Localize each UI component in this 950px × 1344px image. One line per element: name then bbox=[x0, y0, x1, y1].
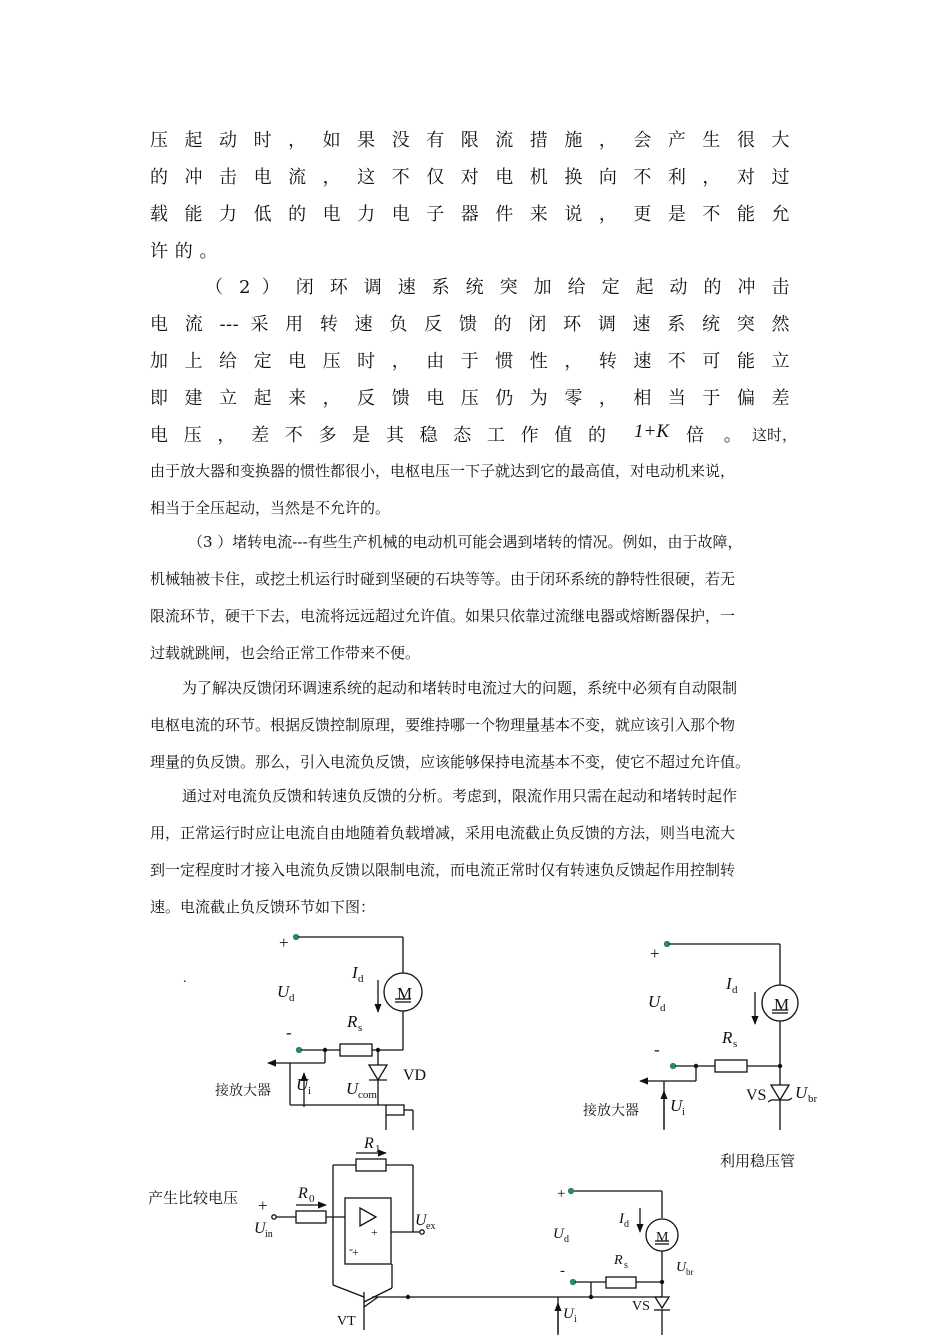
text-line: 即 建 立 起 来 ， 反 馈 电 压 仍 为 零 ， 相 当 于 偏 差 bbox=[150, 388, 790, 409]
text-line: 电枢电流的环节。根据反馈控制原理，要维持哪一个物理量基本不变，就应该引入那个物 bbox=[150, 716, 736, 734]
rs-subscript: s bbox=[358, 1022, 363, 1034]
terminal-dot bbox=[294, 935, 299, 940]
text-segment: 电 压 ， 差 不 多 是 其 稳 态 工 作 值 的 bbox=[150, 425, 606, 446]
node-dot bbox=[778, 1064, 782, 1068]
node-dot bbox=[323, 1048, 327, 1052]
ud-subscript: d bbox=[564, 1234, 569, 1245]
terminal-dot bbox=[571, 1280, 576, 1285]
opamp-plus: + bbox=[371, 1225, 378, 1239]
text-line: 压 起 动 时 ， 如 果 没 有 限 流 措 施 ， 会 产 生 很 大 bbox=[150, 130, 790, 151]
text-line: 到一定程度时才接入电流负反馈以限制电流，而电流正常时仅有转速负反馈起作用控制转 bbox=[150, 861, 736, 879]
ui-label: U bbox=[670, 1096, 683, 1115]
text-line: 许 的 。 bbox=[150, 241, 218, 262]
motor-label: M bbox=[397, 984, 413, 1003]
ubr-subscript: br bbox=[686, 1267, 694, 1277]
uin-label: U bbox=[254, 1220, 266, 1237]
ucom-subscript: com bbox=[358, 1089, 377, 1101]
text-segment: 这时， bbox=[752, 426, 798, 444]
stray-dot: . bbox=[183, 971, 187, 986]
resistor-rs bbox=[606, 1277, 636, 1288]
r1-label: R bbox=[364, 1135, 374, 1152]
plus-sign: + bbox=[258, 1196, 268, 1215]
text-line: （ 2 ） 闭 环 调 速 系 统 突 加 给 定 起 动 的 冲 击 bbox=[205, 277, 790, 298]
text-line: 限流环节，硬干下去，电流将远远超过允许值。如果只依靠过流继电器或熔断器保护，一 bbox=[150, 607, 736, 625]
motor-label: M bbox=[774, 995, 790, 1014]
rs-label: R bbox=[614, 1253, 623, 1268]
text-line: 为了解决反馈闭环调速系统的起动和堵转时电流过大的问题，系统中必须有自动限制 bbox=[182, 679, 738, 697]
node-dot bbox=[694, 1064, 698, 1068]
terminal-dot bbox=[297, 1048, 302, 1053]
ui-subscript: i bbox=[574, 1314, 577, 1325]
text-line: 用，正常运行时应让电流自由地随着负载增减，采用电流截止负反馈的方法，则当电流大 bbox=[150, 824, 736, 842]
id-subscript: d bbox=[358, 973, 364, 985]
ud-label: U bbox=[277, 982, 290, 1001]
text-segment: 倍 。 bbox=[686, 425, 749, 446]
to-amplifier-label: 接放大器 bbox=[215, 1083, 271, 1099]
terminal-dot bbox=[569, 1189, 574, 1194]
compare-caption: 产生比较电压 bbox=[148, 1189, 239, 1207]
vs-label: VS bbox=[746, 1087, 767, 1104]
ui-subscript: i bbox=[308, 1085, 312, 1097]
plus-sign: + bbox=[650, 944, 660, 963]
text-line: 的 冲 击 电 流 ， 这 不 仅 对 电 机 换 向 不 利 ， 对 过 bbox=[150, 167, 790, 188]
circuit-comparison bbox=[272, 1153, 678, 1335]
terminal-dot bbox=[665, 942, 670, 947]
id-label: I bbox=[619, 1211, 624, 1227]
text-line: 相当于全压起动，当然是不允许的。 bbox=[150, 499, 391, 517]
node-dot bbox=[589, 1295, 593, 1299]
minus-sign: - bbox=[654, 1040, 660, 1059]
r0-subscript: 0 bbox=[309, 1193, 315, 1205]
uex-subscript: ex bbox=[426, 1221, 436, 1232]
text-line: 机械轴被卡住，或挖土机运行时碰到坚硬的石块等等。由于闭环系统的静特性很硬，若无 bbox=[150, 570, 736, 588]
node-dot bbox=[406, 1295, 410, 1299]
motor-label: M bbox=[656, 1230, 669, 1245]
terminal-dot bbox=[420, 1230, 424, 1234]
ud-label: U bbox=[648, 992, 661, 1011]
vs-label: VS bbox=[632, 1299, 650, 1314]
potentiometer bbox=[386, 1105, 404, 1115]
op-amp-triangle bbox=[360, 1208, 376, 1226]
uin-subscript: in bbox=[265, 1229, 273, 1240]
ucom-label: U bbox=[346, 1079, 359, 1098]
uex-label: U bbox=[415, 1212, 427, 1229]
node-dot bbox=[376, 1048, 380, 1052]
resistor-r1 bbox=[356, 1159, 386, 1171]
diode-vd bbox=[369, 1065, 387, 1080]
ud-subscript: d bbox=[660, 1002, 666, 1014]
rs-subscript: s bbox=[733, 1038, 738, 1050]
zener-vs bbox=[771, 1085, 789, 1100]
ui-subscript: i bbox=[682, 1106, 686, 1118]
text-line: 载 能 力 低 的 电 力 电 子 器 件 来 说 ， 更 是 不 能 允 bbox=[150, 204, 790, 225]
r0-label: R bbox=[298, 1185, 308, 1202]
vd-label: VD bbox=[403, 1067, 427, 1084]
rs-label: R bbox=[347, 1012, 358, 1031]
ud-subscript: d bbox=[289, 992, 295, 1004]
plus-sign: + bbox=[279, 933, 289, 952]
ui-label: U bbox=[296, 1075, 309, 1094]
ubr-label: U bbox=[676, 1260, 687, 1275]
resistor-r0 bbox=[296, 1211, 326, 1223]
node-dot bbox=[660, 1280, 664, 1284]
resistor-rs bbox=[340, 1044, 372, 1056]
terminal-dot bbox=[671, 1064, 676, 1069]
text-line: 理量的负反馈。那么，引入电流负反馈，应该能够保持电流基本不变，使它不超过允许值。 bbox=[150, 753, 751, 771]
id-subscript: d bbox=[732, 984, 738, 996]
plus-sign: + bbox=[557, 1186, 566, 1202]
zener-vs bbox=[655, 1297, 669, 1308]
ud-label: U bbox=[553, 1226, 564, 1242]
to-amplifier-label: 接放大器 bbox=[583, 1103, 639, 1119]
rs-subscript: s bbox=[624, 1260, 628, 1271]
id-label: I bbox=[726, 974, 732, 993]
zener-caption: 利用稳压管 bbox=[720, 1152, 796, 1170]
vt-label: VT bbox=[337, 1314, 356, 1329]
minus-sign: - bbox=[286, 1023, 292, 1042]
resistor-rs bbox=[715, 1060, 747, 1072]
text-line: 加 上 给 定 电 压 时 ， 由 于 惯 性 ， 转 速 不 可 能 立 bbox=[150, 351, 790, 372]
text-line: 过载就跳闸，也会给正常工作带来不便。 bbox=[150, 644, 421, 662]
opamp-plus: + bbox=[352, 1245, 359, 1259]
id-subscript: d bbox=[624, 1219, 629, 1230]
terminal-dot bbox=[272, 1215, 276, 1219]
r1-subscript: 1 bbox=[375, 1143, 381, 1155]
opamp-minus: - bbox=[349, 1242, 353, 1256]
ui-label: U bbox=[563, 1306, 574, 1322]
ubr-label: U bbox=[795, 1083, 808, 1102]
circuit-zener-clamp bbox=[640, 942, 798, 1131]
text-line: 通过对电流负反馈和转速负反馈的分析。考虑到，限流作用只需在起动和堵转时起作 bbox=[182, 787, 738, 805]
minus-sign: - bbox=[560, 1263, 565, 1279]
rs-label: R bbox=[722, 1028, 733, 1047]
id-label: I bbox=[352, 963, 358, 982]
text-line: （3 ）堵转电流---有些生产机械的电动机可能会遇到堵转的情况。例如，由于故障， bbox=[188, 533, 743, 551]
ubr-subscript: br bbox=[808, 1093, 818, 1105]
text-line: 电 流 --- 采 用 转 速 负 反 馈 的 闭 环 调 速 系 统 突 然 bbox=[150, 314, 790, 335]
k-expression: 1+K bbox=[634, 421, 669, 442]
text-line: 速。电流截止负反馈环节如下图： bbox=[150, 898, 376, 916]
text-line: 由于放大器和变换器的惯性都很小，电枢电压一下子就达到它的最高值，对电动机来说， bbox=[150, 462, 736, 480]
